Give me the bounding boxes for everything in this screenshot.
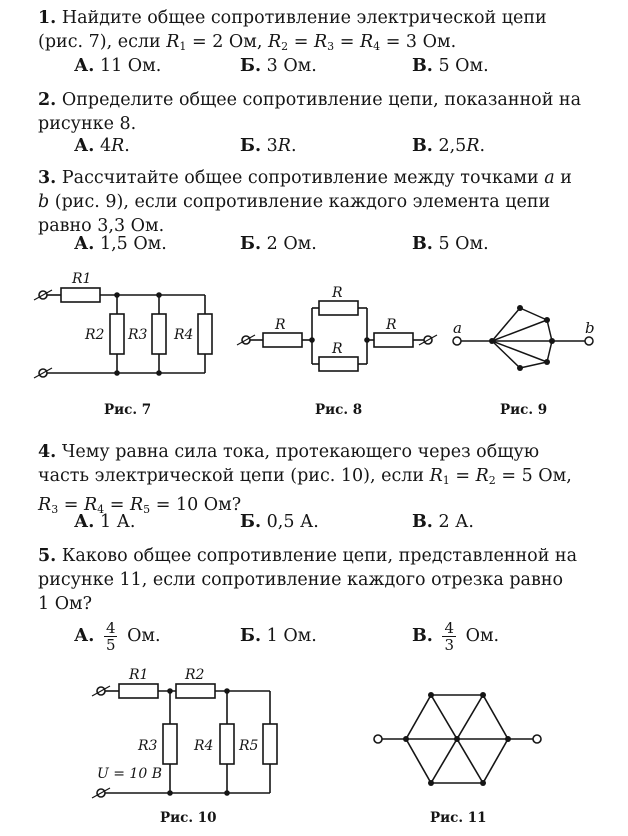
fig7-label-r4: R4 <box>174 327 194 343</box>
figure-8-caption: Рис. 8 <box>315 402 363 418</box>
fig8-label-left: R <box>275 317 286 333</box>
answer-2c: В. 2,5R. <box>412 136 486 156</box>
question-5-line-1: 5. Каково общее сопротивление цепи, представленной на <box>38 546 578 566</box>
fraction-4-5: $\frac{4}{5}$ <box>105 619 116 654</box>
fig9-label-a: a <box>453 319 462 337</box>
fig10-label-r4: R4 <box>194 738 214 754</box>
answer-4a: А. 1 А. <box>74 512 136 532</box>
answer-1a: А. 11 Ом. <box>74 56 162 76</box>
answer-3b: Б. 2 Ом. <box>240 234 317 254</box>
answer-1b: Б. 3 Ом. <box>240 56 317 76</box>
answer-5b: Б. 1 Ом. <box>240 626 317 646</box>
answer-3c: В. 5 Ом. <box>412 234 489 254</box>
fig7-label-r1: R1 <box>72 271 92 287</box>
question-5-line-3: 1 Ом? <box>38 594 93 614</box>
answer-3a: А. 1,5 Ом. <box>74 234 167 254</box>
fig8-label-top: R <box>332 285 343 301</box>
question-4-line-2: часть электрической цепи (рис. 10), если $R_1 = R_2 = 5$ Ом, <box>38 466 572 487</box>
question-3-line-1: 3. Рассчитайте общее сопротивление между точками a и <box>38 168 572 188</box>
answer-1c: В. 5 Ом. <box>412 56 489 76</box>
fraction-4-3: $\frac{4}{3}$ <box>444 619 455 654</box>
question-4-line-1: 4. Чему равна сила тока, протекающего через общую <box>38 442 540 462</box>
answer-2b: Б. 3R. <box>240 136 297 156</box>
question-5-line-2: рисунке 11, если сопротивление каждого отрезка равно <box>38 570 564 590</box>
question-2-line-2: рисунке 8. <box>38 114 137 134</box>
answer-4c: В. 2 А. <box>412 512 474 532</box>
question-3-line-3: равно 3,3 Ом. <box>38 216 165 236</box>
fig10-label-r1: R1 <box>129 667 149 683</box>
fig10-label-r3: R3 <box>138 738 158 754</box>
fig7-label-r2: R2 <box>85 327 105 343</box>
figure-7-caption: Рис. 7 <box>104 402 152 418</box>
fig9-label-b: b <box>585 319 595 337</box>
question-3-line-2: b (рис. 9), если сопротивление каждого элемента цепи <box>38 192 551 212</box>
figure-9-caption: Рис. 9 <box>500 402 548 418</box>
answer-2a: А. 4R. <box>74 136 130 156</box>
fig10-label-r5: R5 <box>239 738 259 754</box>
fig8-label-bottom: R <box>332 341 343 357</box>
fig7-label-r3: R3 <box>128 327 148 343</box>
question-2-line-1: 2. Определите общее сопротивление цепи, показанной на <box>38 90 582 110</box>
answer-5a: А. $\frac{4}{5}$ Ом. <box>74 619 161 654</box>
question-1-line-2: (рис. 7), если $R_1 = 2$ Ом, $R_2 = R_3 = R_4 = 3$ Ом. <box>38 32 457 53</box>
figure-10-caption: Рис. 10 <box>160 810 217 826</box>
question-4-line-3: $R_3 = R_4 = R_5 = 10$ Ом? <box>38 495 242 516</box>
answer-5c: В. $\frac{4}{3}$ Ом. <box>412 619 500 654</box>
fig10-label-r2: R2 <box>185 667 205 683</box>
fig8-label-right: R <box>386 317 397 333</box>
fig10-voltage: U = 10 В <box>97 766 162 782</box>
figure-11-caption: Рис. 11 <box>430 810 487 826</box>
question-1-line-1: 1. Найдите общее сопротивление электрической цепи <box>38 8 547 28</box>
answer-4b: Б. 0,5 А. <box>240 512 319 532</box>
question-5 <box>38 544 600 616</box>
